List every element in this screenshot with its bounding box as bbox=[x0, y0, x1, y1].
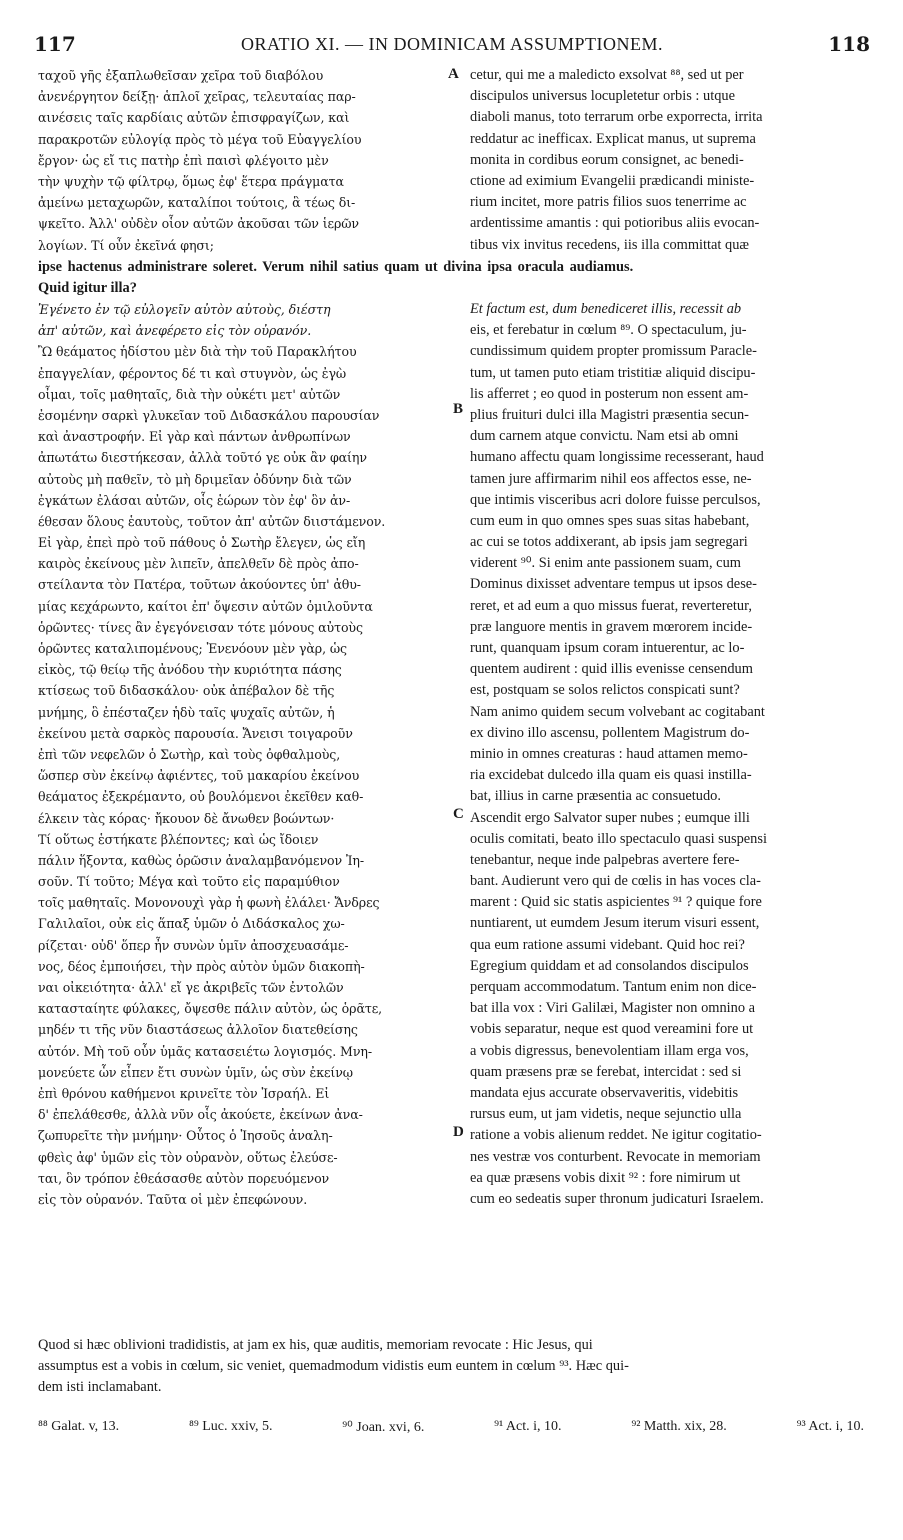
text-line: Et factum est, dum benediceret illis, recessit ab bbox=[470, 301, 742, 317]
text-line: que intimis visceribus acri dolore fuisse perculsos, bbox=[470, 491, 761, 508]
footnote: ⁹² Matth. xix, 28. bbox=[631, 1419, 727, 1434]
text-line: dum carnem atque convictu. Nam etsi ab omni bbox=[470, 428, 739, 445]
text-line: Γαλιλαῖοι, οὐκ εἰς ἅπαξ ὑμῶν ὁ Διδάσκαλος χω- bbox=[38, 916, 345, 932]
text-line: Dominus dixisset adventare tempus ut ipsos dese- bbox=[470, 576, 757, 593]
section-marker-c: C bbox=[453, 806, 464, 822]
text-line: ardentissime amantis : qui potioribus aliis evocan- bbox=[470, 215, 760, 232]
text-line: rium incitet, more patris filios suos tenerrime ac bbox=[470, 194, 747, 211]
text-line: lis afferret ; eo quod in posterum non essent am- bbox=[470, 385, 749, 402]
text-line: Ἐγένετο ἐν τῷ εὐλογεῖν αὐτὸν αὐτοὺς, διέστη bbox=[38, 302, 331, 317]
latin-column-main bbox=[470, 299, 864, 1210]
text-line: monita in cordibus eorum consignet, ac benedi- bbox=[470, 151, 744, 168]
text-line: ex divino illo ascensu, pollentem Magistrum do- bbox=[470, 724, 750, 741]
text-line: ναι οἰκειότητα· ἀλλ' εἴ γε ἀκριβεῖς τῶν ἐντολῶν bbox=[38, 980, 344, 995]
text-line: ἀπωτάτω διεστήκεσαν, ἀλλὰ τοῦτό γε οὐκ ἂν φαίην bbox=[38, 450, 367, 466]
text-line: cundissimum quidem propter promissum Paracle- bbox=[470, 343, 757, 360]
section-marker-d: D bbox=[453, 1124, 464, 1140]
text-line: a vobis digressus, benevolentiam illam erga vos, bbox=[470, 1042, 749, 1059]
text-line: ἐκείνου μετὰ σαρκὸς παρουσία. Ἄνεισι τοιγαροῦν bbox=[38, 725, 353, 741]
text-line: rursus eum, ut jam videtis, neque sejunctio ulla bbox=[470, 1106, 742, 1123]
text-line: assumptus est a vobis in cœlum, sic veniet, quemadmodum vidistis eum euntem in cœlum ⁹³. Hæc qui- bbox=[38, 1358, 629, 1375]
text-line: φθεὶς ἀφ' ὑμῶν εἰς τὸν οὐρανὸν, οὕτως ἐλεύσε- bbox=[38, 1149, 338, 1165]
text-line: ria excidebat dulcedo illa quam eis quasi instilla- bbox=[470, 767, 752, 784]
text-line: ζωπυρεῖτε τὴν μνήμην· Οὗτος ὁ Ἰησοῦς ἀναλη- bbox=[38, 1128, 333, 1144]
text-line: κτίσεως τοῦ διδασκάλου· οὐκ ἀπέβαλον δὲ τῆς bbox=[38, 683, 335, 699]
greek-column-main bbox=[38, 299, 457, 1210]
text-line: reddatur ac inefficax. Explicat manus, ut suprema bbox=[470, 130, 756, 147]
text-line: κατασταίητε φύλακες, ὄψεσθε πάλιν αὐτὸν, ὡς ὁρᾶτε, bbox=[38, 1001, 383, 1017]
text-line: σοῦν. Τί τοῦτο; Μέγα καὶ τοῦτο εἰς παραμύθιον bbox=[38, 874, 340, 890]
text-line: αινέσεις ταῖς καρδίαις αὐτῶν ἐπισφραγίζων, καὶ bbox=[38, 110, 350, 126]
text-line: ἐπὶ τῶν νεφελῶν ὁ Σωτὴρ, καὶ τοὺς ὀφθαλμοὺς, bbox=[38, 746, 341, 762]
text-line: tamen jure affirmarim nihil eos affectos esse, ne- bbox=[470, 470, 752, 487]
text-line: ἐπὶ θρόνου καθήμενοι κρινεῖτε τὸν Ἰσραήλ. Εἰ bbox=[38, 1085, 330, 1101]
text-line: ac cui se totos addixerant, ab ipsis jam segregari bbox=[470, 534, 748, 551]
bridge-text bbox=[38, 257, 864, 299]
text-line: Egregium quiddam et ad consolandos discipulos bbox=[470, 957, 749, 974]
text-line: nes vestræ vos conturbent. Revocate in memoriam bbox=[470, 1148, 761, 1165]
footnote: ⁸⁹ Luc. xxiv, 5. bbox=[188, 1419, 273, 1434]
footnotes bbox=[38, 1419, 864, 1436]
text-line: οἶμαι, τοῖς μαθηταῖς, διὰ τὴν οὐκέτι μετ' αὐτῶν bbox=[38, 386, 341, 402]
text-line: reret, et ad eum a quo missus fuerat, reverteretur, bbox=[470, 597, 752, 614]
bridge-line-2: Quid igitur illa? bbox=[38, 280, 137, 297]
text-line: αὐτόν. Μὴ τοῦ οὖν ὑμᾶς κατασειέτω λογισμός. Μνη- bbox=[38, 1043, 372, 1059]
section-marker-b: B bbox=[453, 401, 464, 417]
text-line: ἀπ' αὐτῶν, καὶ ἀνεφέρετο εἰς τὸν οὐρανόν. bbox=[38, 323, 312, 339]
text-line: ἐσομένην σαρκὶ γλυκεῖαν τοῦ Διδασκάλου παρουσίαν bbox=[38, 407, 380, 423]
text-line: vobis separatur, neque est quod vereamini fore ut bbox=[470, 1021, 754, 1038]
text-line: μηδέν τι τῆς νῦν διαστάσεως ἀλλοῖον διατεθείσης bbox=[38, 1022, 358, 1038]
text-line: ὁρῶντες καταλιπομένους; Ἐνενόουν μὲν γὰρ, ὡς bbox=[38, 641, 348, 656]
text-line: ρίζεται· οὐδ' ὅπερ ἦν συνὼν ὑμῖν ἀποσχευασάμε- bbox=[38, 937, 349, 953]
text-line: viderent ⁹⁰. Si enim ante passionem suam, cum bbox=[470, 555, 741, 572]
text-line: στείλαντα τὸν Πατέρα, τοῦτων ἀκούοντες ὑπ' ἀθυ- bbox=[38, 577, 361, 593]
text-line: discipulos universus locupletetur orbis : utque bbox=[470, 88, 735, 105]
text-line: oculis comitati, beato illo spectaculo quasi suspensi bbox=[470, 830, 767, 847]
text-line: θεάματος ἐξεκρέμαντο, οὐ βουλόμενοι ἐκεῖθεν καθ- bbox=[38, 789, 364, 805]
text-line: quam præsens præ se ferebat, intercidat : sed si bbox=[470, 1063, 742, 1080]
text-line: καὶ ἀναστροφήν. Εἰ γὰρ καὶ πάντων ἀνθρωπίνων bbox=[38, 429, 351, 445]
text-line: runt, quanquam ipsum coram intuerentur, ac lo- bbox=[470, 640, 745, 656]
text-line: Τί οὕτως ἑστήκατε βλέποντες; καὶ ὡς ἴδοιεν bbox=[38, 831, 319, 847]
text-line: τοῖς μαθηταῖς. Μονονουχὶ γὰρ ἡ φωνὴ ἐλάλει· Ἄνδρες bbox=[38, 895, 380, 911]
text-line: δ' ἐπελάθεσθε, ἀλλὰ νῦν οἷς ἀκούετε, ἐκείνων ἀνα- bbox=[38, 1107, 363, 1123]
text-line: dem isti inclamabant. bbox=[38, 1379, 162, 1396]
bridge-line: ipse hactenus administrare soleret. Verum nihil satius quam ut divina ipsa oracula audiamus. bbox=[38, 259, 634, 275]
section-marker-a: A bbox=[448, 66, 459, 82]
page-title: ORATIO XI. — IN DOMINICAM ASSUMPTIONEM. bbox=[240, 34, 663, 54]
text-line: tum, ut tamen puto etiam tristitiæ aliquid discipu- bbox=[470, 364, 756, 381]
text-line: tenebantur, neque inde palpebras avertere fere- bbox=[470, 851, 740, 868]
greek-column-top bbox=[38, 65, 457, 256]
text-line: καιρὸς ἐκείνους μὲν λιπεῖν, ἀπελθεῖν δὲ πρὸς ἀπο- bbox=[38, 556, 359, 572]
text-line: λογίων. Τί οὖν ἐκεῖνά φησι; bbox=[38, 237, 214, 253]
text-line: ἀμείνω μεταχωρῶν, καταλίποι τούτοις, ἃ τέως δι- bbox=[38, 195, 356, 211]
text-line: ὁρῶντες· τίνες ἂν ἐγεγόνεισαν τότε μόνους αὐτοὺς bbox=[38, 619, 363, 635]
text-line: μίας κεχάρωντο, καίτοι ἐπ' ὄψεσιν αὐτῶν ὁμιλοῦντα bbox=[38, 598, 373, 614]
text-line: Ascendit ergo Salvator super nubes ; eumque illi bbox=[470, 809, 750, 826]
text-line: τὴν ψυχὴν τῷ φίλτρῳ, ὅμως ἐφ' ἕτερα πράγματα bbox=[38, 173, 344, 189]
closing-paragraph bbox=[38, 1335, 864, 1399]
text-line: bat illa vox : Viri Galilæi, Magister non omnino a bbox=[470, 1000, 756, 1017]
page-number-right: 118 bbox=[828, 32, 870, 56]
text-line: mandata ejus accurate observaveritis, videbitis bbox=[470, 1084, 739, 1101]
text-line: εἰκὸς, τῷ θείῳ τῆς ἀνόδου τὴν κυριότητα πάσης bbox=[38, 662, 342, 678]
text-line: Ὢ θεάματος ἡδίστου μὲν διὰ τὴν τοῦ Παρακλήτου bbox=[38, 344, 357, 360]
text-line: ea quæ præsens vobis dixit ⁹² : fore nimirum ut bbox=[470, 1169, 741, 1186]
text-line: cetur, qui me a maledicto exsolvat ⁸⁸, sed ut per bbox=[470, 67, 744, 83]
text-line: qua eum ratione assumi videbant. Quid hoc rei? bbox=[470, 936, 745, 953]
text-line: est, postquam se solos relictos conspicati sunt? bbox=[470, 682, 740, 699]
text-line: nuntiarent, ut eumdem Jesum iterum visuri essent, bbox=[470, 915, 760, 932]
text-line: perquam accommodatum. Tantum enim non dice- bbox=[470, 979, 757, 995]
text-line: marent : Quid sic statis aspicientes ⁹¹ ? quique fore bbox=[470, 894, 762, 911]
text-line: ἐγκάτων ἐλάσαι αὐτῶν, οἷς ἑώρων τὸν ἐφ' ὃν ἀν- bbox=[38, 492, 351, 508]
text-line: diaboli manus, toto terrarum orbe exporrecta, irrita bbox=[470, 109, 763, 126]
text-line: eis, et ferebatur in cœlum ⁸⁹. O spectaculum, ju- bbox=[470, 322, 747, 339]
text-line: παρακροτῶν εὐλογίᾳ πρὸς τὸ μέγα τοῦ Εὐαγγελίου bbox=[38, 131, 362, 147]
text-line: minio in omnes creaturas : haud attamen memo- bbox=[470, 745, 748, 762]
footnote: ⁹¹ Act. i, 10. bbox=[494, 1419, 562, 1434]
page-header bbox=[34, 32, 870, 62]
text-line: έθεσαν ὅλους ἑαυτοὺς, τοῦτον ἀπ' αὐτῶν διιστάμενον. bbox=[38, 513, 386, 529]
text-line: Εἰ γὰρ, ἐπεὶ πρὸ τοῦ πάθους ὁ Σωτὴρ ἔλεγεν, ὡς εἴη bbox=[38, 535, 366, 551]
text-line: plius fruituri dulci illa Magistri præsentia secun- bbox=[470, 406, 749, 423]
text-line: Quod si hæc oblivioni tradidistis, at jam ex his, quæ auditis, memoriam revocate : Hic Jesus, qui bbox=[38, 1337, 593, 1353]
text-line: νος, δέος ἐμποιήσει, τὴν πρὸς αὐτὸν ὑμῶν διακοπὴ- bbox=[38, 958, 365, 974]
text-line: tibus vix invitus recedens, iis illa committat quæ bbox=[470, 236, 749, 253]
text-line: humano affectu quam longissime recesserant, haud bbox=[470, 449, 764, 466]
text-line: ἔργον· ὡς εἴ τις πατὴρ ἐπὶ παισὶ φλέγοιτο μὲν bbox=[38, 152, 329, 168]
footnote: ⁹⁰ Joan. xvi, 6. bbox=[342, 1420, 425, 1435]
text-line: ἐπαγγελίαν, φέροντος δέ τι καὶ στυγνὸν, ὡς ἐγὼ bbox=[38, 365, 347, 381]
text-line: ctione ad eximium Evangelii prædicandi ministe- bbox=[470, 172, 755, 189]
text-line: quentem audirent : quid illis evenisse censendum bbox=[470, 661, 753, 678]
page-number-left: 117 bbox=[34, 32, 76, 56]
text-line: bant. Audierunt vero qui de cœlis in has voces cla- bbox=[470, 873, 761, 890]
text-line: cum eo sedeatis super thronum judicaturi Israelem. bbox=[470, 1190, 764, 1207]
text-line: cum eum in quo omnes spes suas sitas habebant, bbox=[470, 512, 750, 529]
text-line: πάλιν ἥξοντα, καθὼς ὁρῶσιν ἀναλαμβανόμενον Ἰη- bbox=[38, 852, 365, 868]
text-line: ται, ὃν τρόπον ἐθεάσασθε αὐτὸν πορευόμενον bbox=[38, 1170, 330, 1186]
text-line: μονεύετε ὧν εἶπεν ἔτι συνὼν ὑμῖν, ὡς σὺν ἐκείνῳ bbox=[38, 1064, 353, 1080]
text-line: μνήμης, ὃ ἐπέσταζεν ἡδὺ ταῖς ψυχαῖς αὐτῶν, ἡ bbox=[38, 704, 335, 720]
text-line: præ languore mentis in gravem mœrorem incide- bbox=[470, 618, 753, 635]
text-line: ratione a vobis alienum reddet. Ne igitur cogitatio- bbox=[470, 1127, 762, 1144]
text-line: έλκειν τὰς κόρας· ἤκουον δὲ ἄνωθεν βοώντων· bbox=[38, 810, 335, 826]
latin-column-top bbox=[470, 65, 864, 256]
footnote: ⁸⁸ Galat. v, 13. bbox=[38, 1419, 120, 1434]
text-line: bat, illius in carne præsentia ac consuetudo. bbox=[470, 788, 721, 805]
text-line: ταχοῦ γῆς ἐξαπλωθεῖσαν χεῖρα τοῦ διαβόλου bbox=[38, 68, 324, 83]
text-line: ὥσπερ σὺν ἐκείνῳ ἀφιέντες, τοῦ μακαρίου ἐκείνου bbox=[38, 768, 360, 784]
text-line: Nam animo quidem secum volvebant ac cogitabant bbox=[470, 703, 765, 720]
text-line: εἰς τὸν οὐρανόν. Ταῦτα οἱ μὲν ἐπεφώνουν. bbox=[38, 1191, 308, 1207]
text-line: αὐτοὺς μὴ παθεῖν, τὸ μὴ δριμεῖαν ὀδύνην διὰ τῶν bbox=[38, 471, 352, 487]
text-line: ψκεῖτο. Ἀλλ' οὐδὲν οἷον αὐτῶν ἀκοῦσαι τῶν ἱερῶν bbox=[38, 216, 359, 232]
text-line: ἀνενέργητον δείξῃ· ἁπλοῖ χεῖρας, τελευταίας παρ- bbox=[38, 89, 356, 105]
footnote: ⁹³ Act. i, 10. bbox=[796, 1419, 864, 1434]
